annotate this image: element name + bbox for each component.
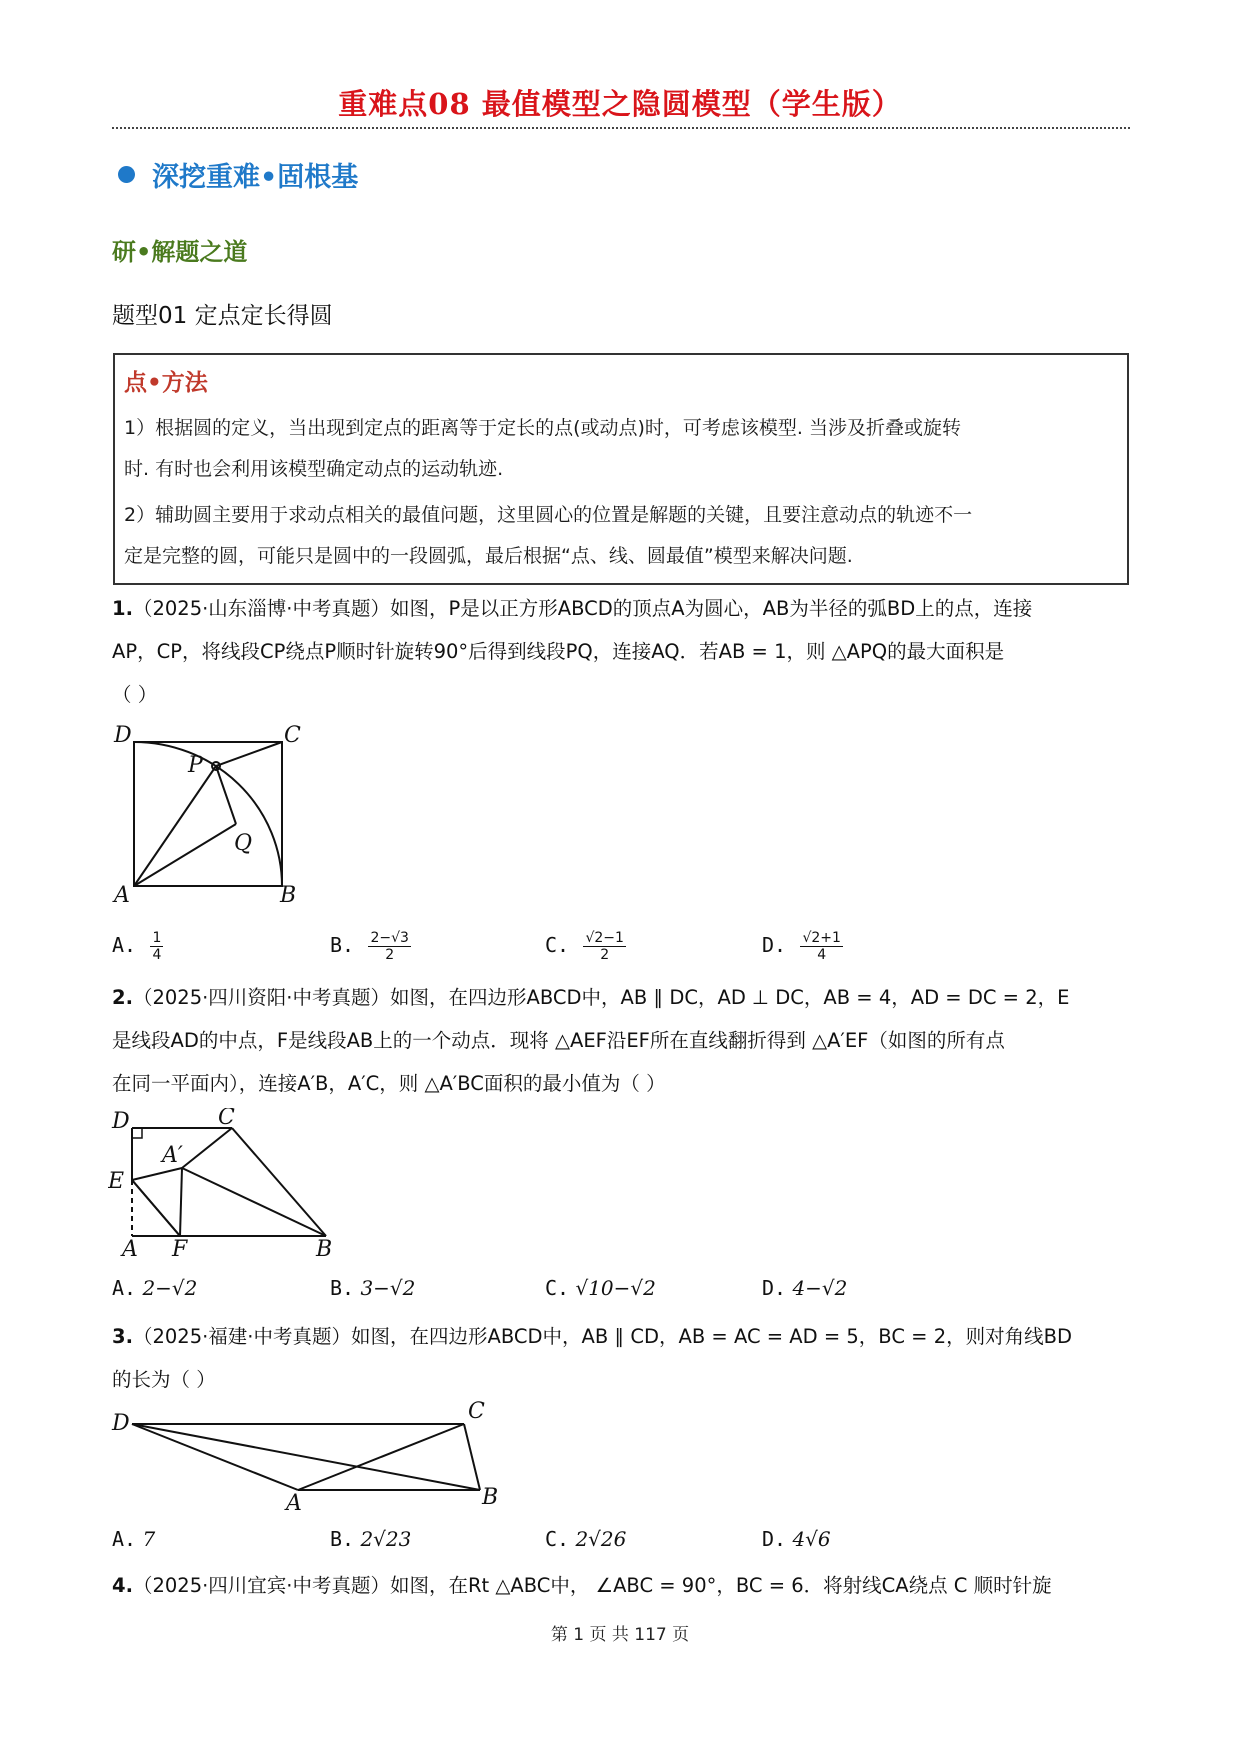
option-b[interactable]: B. 3−√2 [330,1276,416,1300]
label-d: D [112,1411,130,1436]
question-text: （ ） [112,683,158,706]
method-heading: 点•方法 [124,370,208,396]
question-text: 在同一平面内），连接A′B，A′C，则 △A′BC面积的最小值为（ ） [112,1072,666,1095]
label-f: F [172,1237,188,1258]
arc-bd [134,742,282,886]
bullet-icon [118,166,135,183]
subsection-title: 研•解题之道 [112,238,248,266]
question-number: 2. [112,986,133,1009]
method-line: 2）辅助圆主要用于求动点相关的最值问题，这里圆心的位置是解题的关键，且要注意动点的轨迹不一 [124,504,973,526]
section-title: 深挖重难•固根基 [152,162,359,193]
segment-ef-2 [132,1180,180,1236]
segment-da [132,1424,298,1490]
label-a: A [122,1237,138,1258]
question-number: 1. [112,597,133,620]
question-text: （2025·福建·中考真题）如图，在四边形ABCD中，AB ∥ CD，AB = AC = AD = 5，BC = 2，则对角线BD [132,1325,1072,1348]
label-c: C [218,1108,235,1130]
label-d: D [112,1109,130,1134]
option-a[interactable]: A. 7 [112,1527,156,1551]
question-text: （2025·四川资阳·中考真题）如图，在四边形ABCD中，AB ∥ DC，AD ⊥ DC，AB = 4，AD = DC = 2，E [132,986,1070,1009]
question-text: 的长为（ ） [112,1368,216,1391]
method-line: 时. 有时也会利用该模型确定动点的运动轨迹. [124,458,504,480]
segment-cb [232,1128,326,1236]
option-b[interactable]: B. 2√23 [330,1527,412,1551]
option-a[interactable]: A. 2−√2 [112,1276,198,1300]
q2-figure [108,1108,348,1258]
segment-aq [134,824,236,886]
label-a: A [114,883,130,908]
q1-figure [108,718,308,908]
question-text: 是线段AD的中点，F是线段AB上的一个动点．现将 △AEF沿EF所在直线翻折得到 △A′EF（如图的所有点 [112,1029,1005,1052]
segment-ap [134,766,216,886]
right-angle-mark [132,1128,142,1138]
page-title: 重难点08 最值模型之隐圆模型（学生版） [338,87,902,121]
option-c[interactable]: C. 2√26 [545,1527,627,1551]
segment-a1c [182,1128,232,1168]
fraction: $\frac{√2+1}{4}$ [802,930,841,963]
question-3 [112,1315,1132,1358]
label-a-prime: A′ [162,1143,183,1168]
label-d: D [114,723,132,748]
segment-ac [298,1424,464,1490]
method-line: 定是完整的圆，可能只是圆中的一段圆弧，最后根据“点、线、圆最值”模型来解决问题. [124,545,853,567]
segment-pq [216,766,236,824]
question-1 [112,587,1132,630]
segment-pc [216,742,282,766]
option-d[interactable]: D. $\frac{√2+1}{4}$ [762,930,841,963]
label-e: E [108,1169,125,1194]
fraction: $\frac{√2-1}{2}$ [585,930,624,963]
type-title: 题型01 定点定长得圆 [112,303,333,329]
option-a[interactable]: A. $\frac{1}{4}$ [112,930,162,963]
label-c: C [284,723,301,748]
segment-db [132,1424,480,1490]
question-text: （2025·山东淄博·中考真题）如图，P是以正方形ABCD的顶点A为圆心，AB为半径的弧BD上的点，连接 [132,597,1033,620]
fraction: $\frac{1}{4}$ [152,930,162,963]
square-abcd [134,742,282,886]
option-d[interactable]: D. 4√6 [762,1527,831,1551]
segment-ea1 [132,1168,182,1180]
option-d[interactable]: D. 4−√2 [762,1276,848,1300]
label-b: B [482,1485,499,1510]
page-footer: 第 1 页 共 117 页 [550,1625,690,1645]
segment-a1b [182,1168,326,1236]
option-b[interactable]: B. $\frac{2-√3}{2}$ [330,930,409,963]
label-c: C [468,1399,485,1424]
label-b: B [280,883,297,908]
question-number: 3. [112,1325,133,1348]
question-text: （2025·四川宜宾·中考真题）如图，在Rt △ABC中， ∠ABC = 90°，BC = 6．将射线CA绕点 C 顺时针旋 [132,1574,1052,1597]
label-b: B [316,1237,333,1258]
segment-cb [464,1424,480,1490]
q3-figure [108,1398,508,1518]
option-c[interactable]: C. √10−√2 [545,1276,656,1300]
question-4 [112,1564,1132,1607]
label-a: A [286,1491,302,1516]
label-q: Q [234,831,253,856]
method-line: 1）根据圆的定义，当出现到定点的距离等于定长的点(或动点)时，可考虑该模型. 当涉及折叠或旋转 [124,417,961,439]
fraction: $\frac{2-√3}{2}$ [370,930,409,963]
question-text: AP，CP，将线段CP绕点P顺时针旋转90°后得到线段PQ，连接AQ．若AB = 1，则 △APQ的最大面积是 [112,640,1005,663]
question-2 [112,976,1132,1019]
question-number: 4. [112,1574,133,1597]
option-c[interactable]: C. $\frac{√2-1}{2}$ [545,930,624,963]
title-divider [112,127,1130,129]
label-p: P [188,753,203,778]
segment-a1f [180,1168,182,1236]
